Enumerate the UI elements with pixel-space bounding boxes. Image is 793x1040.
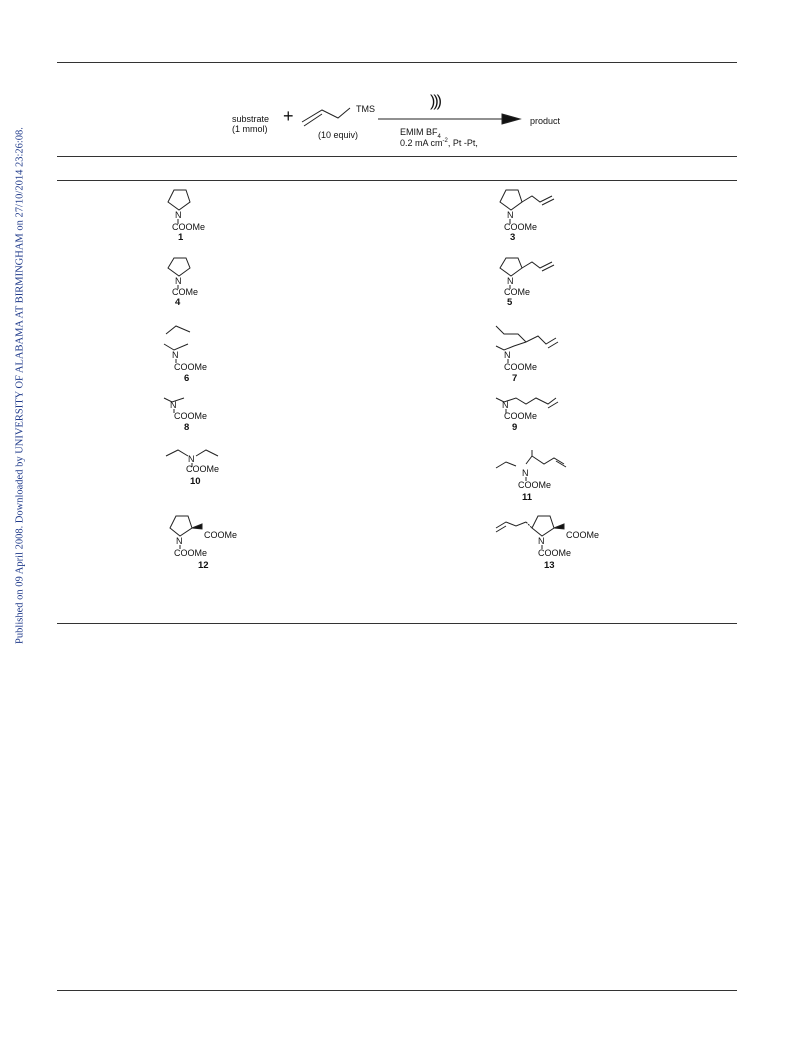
- svg-text:12: 12: [198, 560, 209, 571]
- svg-text:8: 8: [184, 422, 190, 433]
- svg-text:4: 4: [175, 297, 181, 308]
- svg-text:N: N: [172, 350, 179, 360]
- svg-text:3: 3: [510, 232, 516, 243]
- svg-text:13: 13: [544, 560, 555, 571]
- svg-text:N: N: [507, 276, 514, 286]
- tms-label: TMS: [356, 104, 375, 114]
- publication-sidebar-note: Published on 09 April 2008. Downloaded by UNIVERSITY OF ALABAMA AT BIRMINGHAM on 27/10/2014 23:26:08.: [14, 127, 26, 644]
- svg-text:7: 7: [512, 373, 518, 384]
- svg-text:10: 10: [190, 476, 201, 487]
- conditions-line-1: EMIM $BF_4$: [400, 127, 441, 140]
- svg-text:COOMe: COOMe: [504, 222, 538, 232]
- svg-text:N: N: [502, 400, 509, 410]
- svg-text:6: 6: [184, 373, 190, 384]
- svg-text:COOMe: COOMe: [186, 464, 220, 474]
- svg-text:COOMe: COOMe: [172, 222, 206, 232]
- svg-text:COOMe: COOMe: [174, 362, 208, 372]
- top-rule: [57, 62, 737, 63]
- compound-4-structure: [160, 256, 230, 308]
- scheme-bottom-rule: [57, 156, 737, 157]
- svg-text:COOMe: COOMe: [504, 362, 538, 372]
- compound-10-structure: [160, 444, 250, 490]
- compound-5-structure: [492, 256, 572, 308]
- svg-text:COMe: COMe: [172, 287, 199, 297]
- svg-text:N: N: [507, 210, 514, 220]
- compound-3-structure: [492, 188, 572, 244]
- svg-text:COOMe: COOMe: [174, 548, 208, 558]
- table-header-rule: [57, 180, 737, 181]
- reagent-equiv: (10 equiv): [318, 130, 359, 140]
- svg-text:COMe: COMe: [504, 287, 531, 297]
- svg-text:COOMe: COOMe: [504, 411, 538, 421]
- svg-text:N: N: [188, 454, 195, 464]
- svg-text:COOMe: COOMe: [566, 530, 600, 540]
- svg-text:N: N: [176, 536, 183, 546]
- compound-6-structure: [160, 320, 230, 384]
- table-bottom-rule: [57, 623, 737, 624]
- svg-text:11: 11: [522, 492, 533, 503]
- compound-7-structure: [492, 320, 582, 384]
- compound-11-structure: [492, 448, 582, 504]
- svg-text:COOMe: COOMe: [204, 530, 238, 540]
- svg-text:N: N: [522, 468, 529, 478]
- compound-12-structure: [160, 512, 260, 574]
- svg-text:COOMe: COOMe: [538, 548, 572, 558]
- reaction-arrow: [378, 112, 528, 126]
- svg-text:N: N: [538, 536, 545, 546]
- svg-text:N: N: [504, 350, 511, 360]
- svg-text:9: 9: [512, 422, 518, 433]
- svg-text:5: 5: [507, 297, 513, 308]
- page-footer-rule: [57, 990, 737, 991]
- compound-1-structure: [160, 188, 230, 244]
- svg-text:COOMe: COOMe: [174, 411, 208, 421]
- svg-text:COOMe: COOMe: [518, 480, 552, 490]
- svg-text:N: N: [175, 210, 182, 220]
- svg-text:N: N: [175, 276, 182, 286]
- plus-sign: +: [283, 106, 294, 126]
- svg-text:N: N: [170, 400, 177, 410]
- substrate-label: substrate: [232, 114, 270, 124]
- ultrasound-symbol: ))): [430, 93, 440, 110]
- compound-8-structure: [160, 392, 230, 436]
- product-label: product: [530, 116, 561, 126]
- compound-13-structure: [492, 512, 612, 574]
- substrate-amount: (1 mmol): [232, 124, 268, 134]
- compound-9-structure: [492, 392, 572, 436]
- conditions-line-2: 0.2 mA $cm^{-2}$, Pt -Pt,: [400, 138, 478, 148]
- svg-text:1: 1: [178, 232, 184, 243]
